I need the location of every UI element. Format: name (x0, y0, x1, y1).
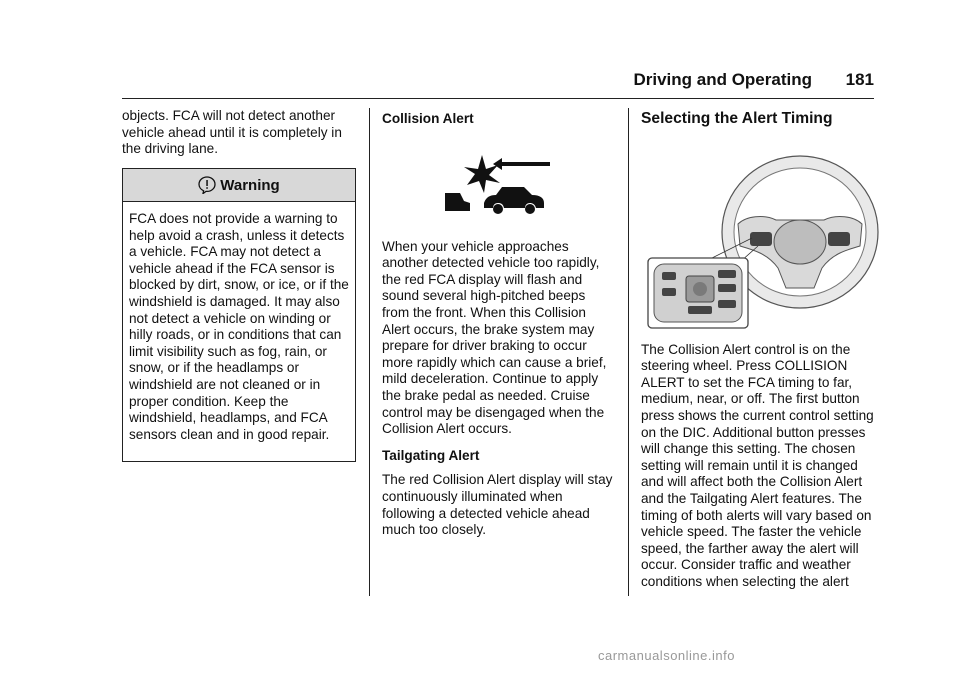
collision-alert-heading: Collision Alert (382, 111, 474, 126)
page-number: 181 (845, 70, 874, 89)
warning-header (123, 169, 355, 202)
column-divider (628, 108, 629, 596)
collision-alert-body: When your vehicle approaches another detected vehicle too rapidly, the red FCA display will flash and sound several high-pitched beeps from the front. When this Collision Alert occurs, the brake system may prepare for driver braking to occur more rapidly which can cause a brief, mild deceleration. Continue to apply the brake pedal as needed. Cruise control may be disengaged when the Collision Alert occurs. (382, 238, 607, 437)
column-divider (369, 108, 370, 596)
warning-icon (198, 176, 216, 194)
intro-paragraph: objects. FCA will not detect another vehicle ahead until it is completely in the driving lane. (122, 108, 342, 157)
watermark: carmanualsonline.info (598, 648, 735, 663)
tailgating-alert-heading: Tailgating Alert (382, 447, 480, 463)
page-header (122, 70, 874, 100)
steering-wheel-figure (646, 150, 880, 330)
column-1 (122, 108, 358, 158)
warning-body: FCA does not provide a warning to help avoid a crash, unless it detects a vehicle. FCA may not detect a vehicle ahead if the FCA sensor is blocked by dirt, snow, or ice, or if the windshield is damaged. It may also not detect a vehicle on winding or hilly roads, or in conditions that can limit visibility such as fog, rain, or snow, or if the headlamps or windshield are not cleaned or in proper condition. Keep the windshield, headlamps, and FCA sensors clean and in good repair. (129, 211, 349, 442)
collision-alert-icon (440, 155, 552, 217)
section-heading: Selecting the Alert Timing (641, 110, 833, 127)
alert-timing-body: The Collision Alert control is on the steering wheel. Press COLLISION ALERT to set the FCA timing to far, medium, near, or off. The first button press shows the current control setting on the DIC. Additional button presses will change this setting. The chosen setting will remain until it is changed and will affect both the Collision Alert and the Tailgating Alert features. The timing of both alerts will vary based on vehicle speed. The faster the vehicle speed, the farther away the alert will occur. Consider traffic and weather conditions when selecting the alert (641, 341, 874, 589)
warning-title: Warning (220, 176, 280, 194)
warning-box (122, 168, 356, 462)
tailgating-alert-body: The red Collision Alert display will stay continuously illuminated when following a detected vehicle ahead much too closely. (382, 472, 613, 538)
header-rule (122, 98, 874, 99)
section-title: Driving and Operating (633, 70, 812, 89)
